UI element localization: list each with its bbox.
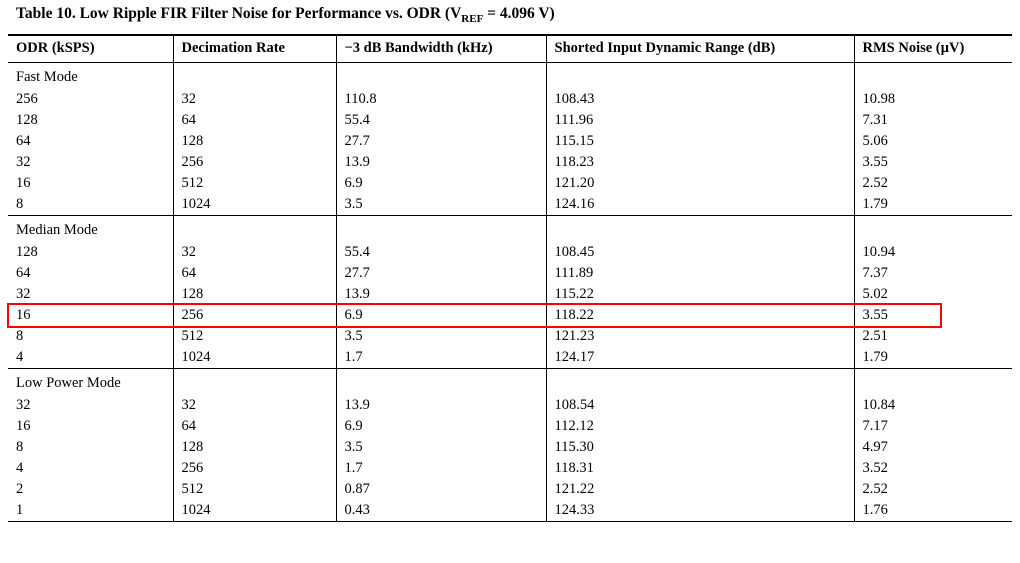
cell-odr: 32 bbox=[16, 397, 31, 414]
cell-rms-noise: 3.52 bbox=[854, 458, 1012, 479]
cell-bandwidth: 3.5 bbox=[336, 194, 546, 216]
cell-rms-noise: 7.31 bbox=[854, 110, 1012, 131]
cell-rms-noise: 10.94 bbox=[854, 242, 1012, 263]
cell-decimation: 128 bbox=[173, 437, 336, 458]
column-header-rms-noise: RMS Noise (µV) bbox=[854, 36, 1012, 63]
cell-odr: 32 bbox=[16, 286, 31, 303]
cell-dynamic-range: 115.30 bbox=[546, 437, 854, 458]
cell-odr: 16 bbox=[16, 175, 31, 192]
cell-bandwidth: 55.4 bbox=[336, 242, 546, 263]
table-row bbox=[8, 110, 1012, 131]
caption-prefix: Table 10. Low Ripple FIR Filter Noise for Performance vs. ODR (V bbox=[16, 5, 462, 22]
table-row bbox=[8, 131, 1012, 152]
column-header-dynamic-range: Shorted Input Dynamic Range (dB) bbox=[546, 36, 854, 63]
cell-dynamic-range: 108.45 bbox=[546, 242, 854, 263]
table-row bbox=[8, 263, 1012, 284]
cell-dynamic-range: 124.16 bbox=[546, 194, 854, 216]
group-spacer-cell bbox=[854, 63, 1012, 90]
cell-bandwidth: 6.9 bbox=[336, 305, 546, 326]
group-name-fast-mode: Fast Mode bbox=[16, 69, 78, 86]
group-spacer-cell bbox=[546, 216, 854, 243]
cell-bandwidth: 27.7 bbox=[336, 131, 546, 152]
cell-decimation: 256 bbox=[173, 458, 336, 479]
cell-dynamic-range: 115.15 bbox=[546, 131, 854, 152]
cell-bandwidth: 1.7 bbox=[336, 347, 546, 369]
cell-dynamic-range: 111.89 bbox=[546, 263, 854, 284]
cell-dynamic-range: 115.22 bbox=[546, 284, 854, 305]
cell-odr: 8 bbox=[16, 328, 24, 345]
table-row bbox=[8, 500, 1012, 522]
cell-bandwidth: 1.7 bbox=[336, 458, 546, 479]
table-row bbox=[8, 395, 1012, 416]
group-name-median-mode: Median Mode bbox=[16, 222, 98, 239]
table-row-highlighted bbox=[8, 305, 1012, 326]
cell-bandwidth: 13.9 bbox=[336, 284, 546, 305]
table-row bbox=[8, 437, 1012, 458]
cell-decimation: 32 bbox=[173, 89, 336, 110]
group-spacer-cell bbox=[336, 63, 546, 90]
cell-odr: 256 bbox=[16, 91, 38, 108]
group-spacer-cell bbox=[173, 216, 336, 243]
group-spacer-cell bbox=[546, 63, 854, 90]
caption-suffix: = 4.096 V) bbox=[483, 5, 555, 22]
cell-rms-noise: 3.55 bbox=[854, 152, 1012, 173]
table-row bbox=[8, 479, 1012, 500]
cell-bandwidth: 0.43 bbox=[336, 500, 546, 522]
noise-performance-table bbox=[8, 36, 1012, 522]
cell-bandwidth: 3.5 bbox=[336, 437, 546, 458]
cell-dynamic-range: 118.22 bbox=[546, 305, 854, 326]
cell-odr: 64 bbox=[16, 133, 31, 150]
cell-decimation: 512 bbox=[173, 173, 336, 194]
cell-decimation: 256 bbox=[173, 305, 336, 326]
table-row bbox=[8, 173, 1012, 194]
cell-rms-noise: 1.79 bbox=[854, 347, 1012, 369]
cell-rms-noise: 3.55 bbox=[854, 305, 1012, 326]
column-header-odr: ODR (kSPS) bbox=[8, 36, 173, 63]
cell-decimation: 512 bbox=[173, 326, 336, 347]
cell-rms-noise: 5.06 bbox=[854, 131, 1012, 152]
cell-dynamic-range: 112.12 bbox=[546, 416, 854, 437]
cell-bandwidth: 0.87 bbox=[336, 479, 546, 500]
cell-bandwidth: 55.4 bbox=[336, 110, 546, 131]
cell-dynamic-range: 108.54 bbox=[546, 395, 854, 416]
cell-decimation: 64 bbox=[173, 110, 336, 131]
cell-rms-noise: 2.52 bbox=[854, 173, 1012, 194]
group-spacer-cell bbox=[173, 63, 336, 90]
cell-odr: 2 bbox=[16, 481, 24, 498]
group-spacer-cell bbox=[546, 369, 854, 396]
group-spacer-cell bbox=[854, 369, 1012, 396]
group-header-row bbox=[8, 63, 1012, 90]
cell-rms-noise: 2.51 bbox=[854, 326, 1012, 347]
table-header bbox=[8, 36, 1012, 63]
cell-bandwidth: 13.9 bbox=[336, 152, 546, 173]
cell-odr: 1 bbox=[8, 500, 173, 522]
table-row bbox=[8, 326, 1012, 347]
header-row bbox=[8, 36, 1012, 63]
table-body bbox=[8, 63, 1012, 522]
cell-decimation: 128 bbox=[173, 284, 336, 305]
table-row bbox=[8, 416, 1012, 437]
table-row bbox=[8, 152, 1012, 173]
cell-decimation: 512 bbox=[173, 479, 336, 500]
cell-dynamic-range: 121.23 bbox=[546, 326, 854, 347]
group-header-row bbox=[8, 369, 1012, 396]
cell-decimation: 32 bbox=[173, 242, 336, 263]
cell-odr: 4 bbox=[16, 460, 24, 477]
table-row bbox=[8, 89, 1012, 110]
cell-odr: 8 bbox=[16, 439, 24, 456]
cell-odr: 16 bbox=[16, 307, 31, 324]
cell-rms-noise: 4.97 bbox=[854, 437, 1012, 458]
group-header-row bbox=[8, 216, 1012, 243]
table-row bbox=[8, 347, 1012, 369]
cell-decimation: 1024 bbox=[173, 194, 336, 216]
cell-bandwidth: 3.5 bbox=[336, 326, 546, 347]
table-row bbox=[8, 458, 1012, 479]
group-spacer-cell bbox=[336, 369, 546, 396]
cell-rms-noise: 1.79 bbox=[854, 194, 1012, 216]
cell-dynamic-range: 108.43 bbox=[546, 89, 854, 110]
cell-decimation: 128 bbox=[173, 131, 336, 152]
cell-odr: 128 bbox=[16, 244, 38, 261]
cell-rms-noise: 5.02 bbox=[854, 284, 1012, 305]
cell-rms-noise: 7.37 bbox=[854, 263, 1012, 284]
cell-dynamic-range: 121.20 bbox=[546, 173, 854, 194]
cell-dynamic-range: 118.23 bbox=[546, 152, 854, 173]
group-spacer-cell bbox=[336, 216, 546, 243]
cell-decimation: 32 bbox=[173, 395, 336, 416]
column-header-bandwidth: −3 dB Bandwidth (kHz) bbox=[336, 36, 546, 63]
cell-odr: 16 bbox=[16, 418, 31, 435]
cell-decimation: 64 bbox=[173, 263, 336, 284]
cell-rms-noise: 7.17 bbox=[854, 416, 1012, 437]
cell-rms-noise: 10.98 bbox=[854, 89, 1012, 110]
cell-bandwidth: 13.9 bbox=[336, 395, 546, 416]
group-spacer-cell bbox=[173, 369, 336, 396]
cell-dynamic-range: 111.96 bbox=[546, 110, 854, 131]
cell-bandwidth: 6.9 bbox=[336, 173, 546, 194]
cell-dynamic-range: 124.17 bbox=[546, 347, 854, 369]
cell-rms-noise: 1.76 bbox=[854, 500, 1012, 522]
cell-odr: 128 bbox=[16, 112, 38, 129]
table-row bbox=[8, 284, 1012, 305]
cell-odr: 8 bbox=[8, 194, 173, 216]
cell-decimation: 1024 bbox=[173, 347, 336, 369]
cell-odr: 4 bbox=[8, 347, 173, 369]
caption-subscript: REF bbox=[461, 13, 484, 26]
cell-dynamic-range: 124.33 bbox=[546, 500, 854, 522]
cell-decimation: 64 bbox=[173, 416, 336, 437]
cell-dynamic-range: 121.22 bbox=[546, 479, 854, 500]
column-header-decimation-rate: Decimation Rate bbox=[173, 36, 336, 63]
cell-bandwidth: 6.9 bbox=[336, 416, 546, 437]
cell-rms-noise: 2.52 bbox=[854, 479, 1012, 500]
cell-bandwidth: 27.7 bbox=[336, 263, 546, 284]
cell-decimation: 256 bbox=[173, 152, 336, 173]
cell-rms-noise: 10.84 bbox=[854, 395, 1012, 416]
cell-odr: 64 bbox=[16, 265, 31, 282]
group-spacer-cell bbox=[854, 216, 1012, 243]
cell-bandwidth: 110.8 bbox=[336, 89, 546, 110]
cell-odr: 32 bbox=[16, 154, 31, 171]
cell-decimation: 1024 bbox=[173, 500, 336, 522]
table-caption bbox=[8, 0, 1012, 36]
table-row bbox=[8, 242, 1012, 263]
table-row bbox=[8, 194, 1012, 216]
group-name-low-power-mode: Low Power Mode bbox=[16, 375, 121, 392]
cell-dynamic-range: 118.31 bbox=[546, 458, 854, 479]
